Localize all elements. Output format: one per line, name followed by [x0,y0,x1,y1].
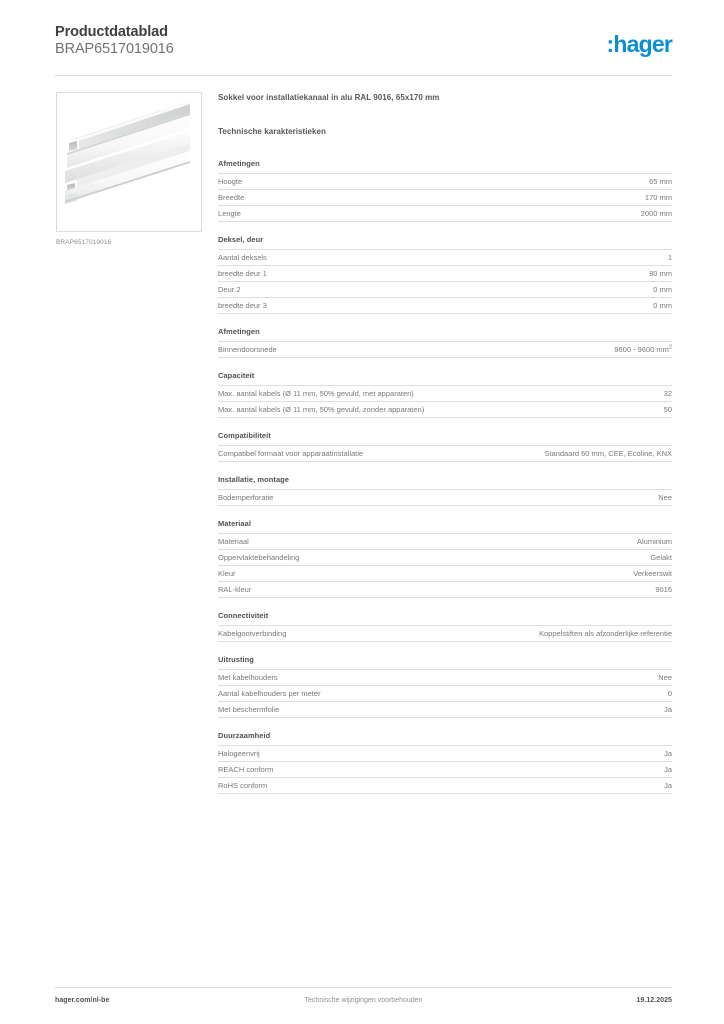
row-label: Max. aantal kabels (Ø 11 mm, 50% gevuld, met apparaten) [218,389,414,398]
footer-website-link[interactable]: hager.com/nl-be [55,997,110,1004]
row-value-superscript: 2 [668,344,672,351]
row-value: Ja [664,765,672,774]
header-divider [55,75,672,76]
row-value: Nee [658,493,672,502]
specification-group [218,475,672,506]
row-value: Aluminium [636,537,672,546]
row-label: Kabelgootverbinding [218,629,287,638]
specification-group-title: Duurzaamheid [218,731,271,740]
specification-group-title: Capaciteit [218,371,255,380]
table-row [218,685,672,701]
table-row [218,669,672,685]
row-label: Bodemperforatie [218,493,274,502]
row-value: 2000 mm [640,209,672,218]
specification-group-title: Materiaal [218,519,251,528]
table-row [218,761,672,777]
row-label: Aantal deksels [218,253,267,262]
hager-logo: :hager [606,31,672,57]
row-value: 9016 [655,585,672,594]
row-value-text: 9600 - 9600 mm [614,345,669,354]
row-value: 65 mm [649,177,672,186]
specifications-panel [218,92,672,807]
row-label: RAL-kleur [218,585,252,594]
row-value: 0 mm [653,301,672,310]
specification-group [218,655,672,718]
product-image-caption: BRAP6517019016 [56,239,112,246]
row-value: Ja [664,749,672,758]
table-row [218,701,672,718]
row-value: Standaard 60 mm, CEE, Ecoline, KNX [544,449,672,458]
row-label: Hoogte [218,177,243,186]
table-row [218,249,672,265]
row-value: Ja [664,705,672,714]
table-row [218,205,672,222]
document-header [55,24,672,76]
row-value: 0 mm [653,285,672,294]
row-label: Halogeenvrij [218,749,260,758]
specification-group [218,235,672,314]
row-label: RoHS conform [218,781,268,790]
specification-group-title: Deksel, deur [218,235,264,244]
table-row [218,265,672,281]
row-label: Aantal kabelhouders per meter [218,689,321,698]
specification-group-title: Uitrusting [218,655,254,664]
product-photo-cable-trunking-profile [57,93,201,231]
specification-group-title: Compatibiliteit [218,431,271,440]
row-label: Deur 2 [218,285,241,294]
specification-group [218,159,672,222]
row-label: Binnendoorsnede [218,345,277,354]
footer-divider [55,987,672,988]
document-footer [55,997,672,1009]
table-row [218,189,672,205]
row-label: Met beschermfolie [218,705,280,714]
row-label: breedte deur 1 [218,269,267,278]
table-row [218,385,672,401]
specification-group [218,611,672,642]
row-label: Oppervlaktebehandeling [218,553,300,562]
row-value [614,345,672,354]
table-row [218,625,672,642]
page-title: Productdatablad [55,24,168,40]
row-value: Nee [658,673,672,682]
row-value: 80 mm [649,269,672,278]
specification-group [218,731,672,794]
product-image-block [56,92,204,246]
row-value: Ja [664,781,672,790]
row-label: REACH conform [218,765,274,774]
table-row [218,581,672,598]
row-value: 50 [663,405,672,414]
table-row [218,401,672,418]
row-value: Gelakt [650,553,672,562]
specification-group [218,327,672,358]
specification-group-title: Afmetingen [218,327,260,336]
table-row [218,297,672,314]
row-value: 32 [663,389,672,398]
table-row [218,533,672,549]
specification-group-title: Connectiviteit [218,611,269,620]
table-row [218,173,672,189]
table-row [218,777,672,794]
row-label: Materiaal [218,537,249,546]
specification-group-title: Installatie, montage [218,475,290,484]
technical-characteristics-title: Technische karakteristieken [218,127,326,136]
row-value: 170 mm [644,193,672,202]
product-description: Sokkel voor installatiekanaal in alu RAL 9016, 65x170 mm [218,93,440,102]
table-row [218,341,672,358]
table-row [218,745,672,761]
specification-group-title: Afmetingen [218,159,260,168]
table-row [218,281,672,297]
row-value: 1 [667,253,672,262]
row-label: Lengte [218,209,241,218]
row-value: 0 [667,689,672,698]
specification-groups [218,159,672,794]
table-row [218,565,672,581]
row-value: Verkeerswit [633,569,672,578]
row-label: Met kabelhouders [218,673,278,682]
row-label: Kleur [218,569,236,578]
footer-date: 19.12.2025 [636,997,672,1004]
specification-group [218,431,672,462]
table-row [218,445,672,462]
footer-disclaimer: Technische wijzigingen voorbehouden [304,997,423,1004]
table-row [218,549,672,565]
row-label: Compatibel formaat voor apparaatinstallatie [218,449,364,458]
table-row [218,489,672,506]
row-label: Breedte [218,193,245,202]
row-value: Koppelstiften als afzonderlijke referentie [539,629,672,638]
row-label: Max. aantal kabels (Ø 11 mm, 50% gevuld, zonder apparaten) [218,405,425,414]
specification-group [218,519,672,598]
specification-group [218,371,672,418]
row-label: breedte deur 3 [218,301,267,310]
product-image-frame [56,92,202,232]
product-reference: BRAP6517019016 [55,41,174,57]
